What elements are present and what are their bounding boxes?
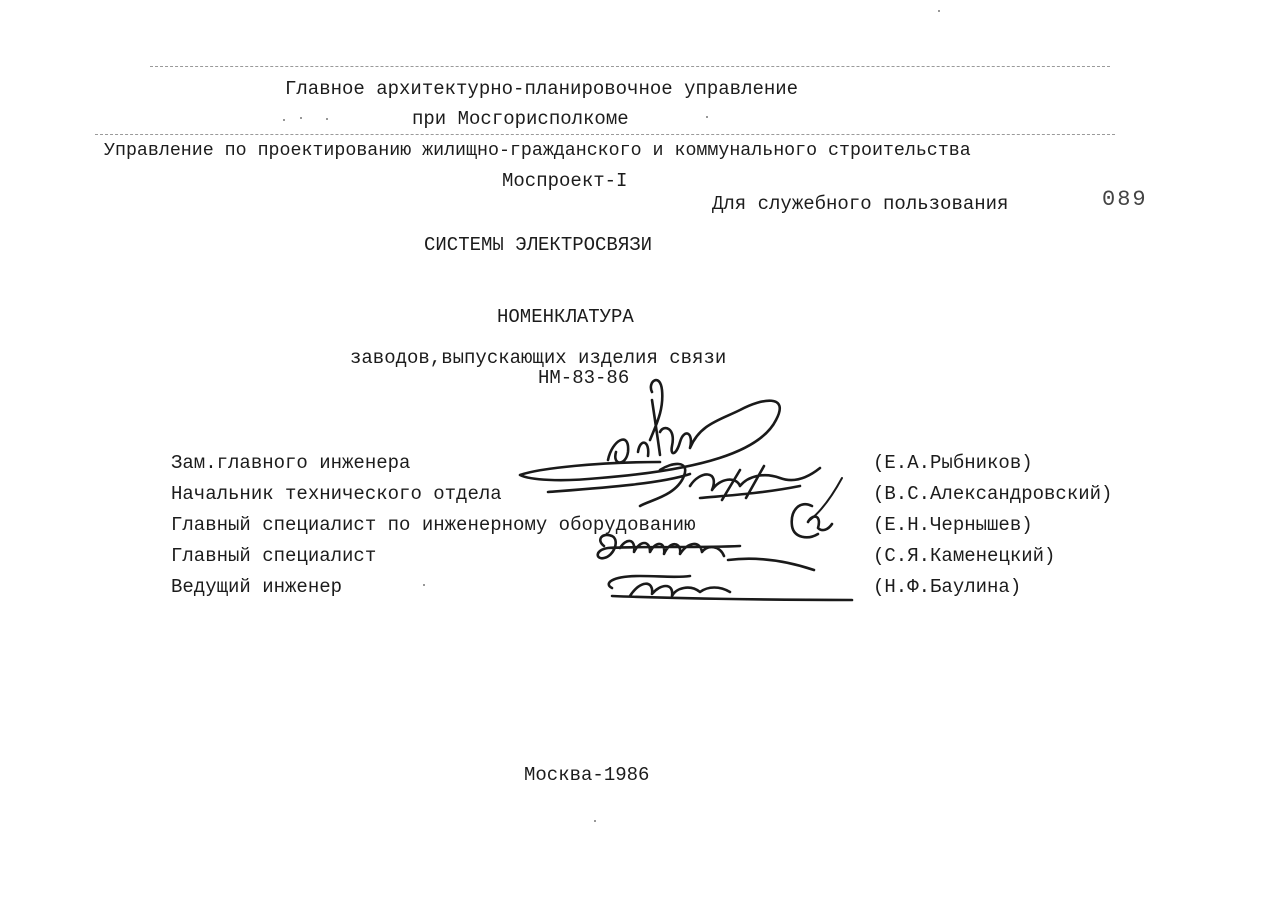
approval-position: Зам.главного инженера [171,452,411,474]
org-line-2: при Мосгорисполкоме [412,108,629,130]
signature-1 [520,380,780,480]
approval-person: (Н.Ф.Баулина) [873,576,1022,598]
org-line-4: Моспроект-I [502,170,628,192]
scan-speck [283,119,285,121]
signature-5 [609,576,852,600]
scan-speck [300,117,302,119]
document-number: 089 [1102,187,1148,212]
document-subtitle: заводов,выпускающих изделия связи [350,347,727,369]
approval-person: (С.Я.Каменецкий) [873,545,1056,567]
document-name: НОМЕНКЛАТУРА [497,306,634,328]
place-year: Москва-1986 [524,764,650,786]
signature-2 [548,464,820,506]
approval-position: Главный специалист по инженерному оборудованию [171,514,696,536]
approval-position: Начальник технического отдела [171,483,502,505]
document-code: НМ-83-86 [538,367,630,389]
scan-speck [706,116,708,118]
approval-position: Ведущий инженер [171,576,343,598]
signature-3 [792,504,832,537]
approval-person: (В.С.Александровский) [873,483,1113,505]
approval-person: (Е.Н.Чернышев) [873,514,1033,536]
org-line-1: Главное архитектурно-планировочное управление [285,78,799,100]
restriction-label: Для служебного пользования [712,193,1009,215]
approval-position: Главный специалист [171,545,377,567]
scan-speck [423,584,425,586]
signature-4 [598,535,814,570]
approval-person: (Е.А.Рыбников) [873,452,1033,474]
scan-speck [938,10,940,12]
scan-speck [326,118,328,120]
scan-speck [594,820,596,822]
org-line-3: Управление по проектированию жилищно-гражданского и коммунального строительства [104,141,971,161]
series-title: СИСТЕМЫ ЭЛЕКТРОСВЯЗИ [424,234,653,256]
